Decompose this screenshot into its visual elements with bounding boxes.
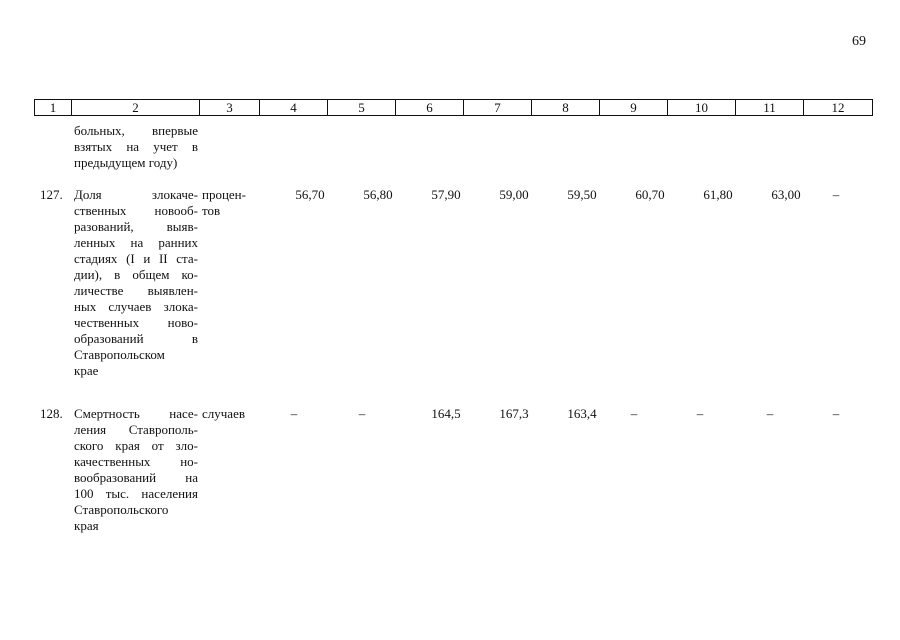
text-line: 100 тыс. населения [74, 486, 198, 501]
column-header: 10 [668, 100, 736, 116]
column-header: 6 [396, 100, 464, 116]
text-line: края [74, 518, 99, 533]
row-number: 128. [40, 406, 63, 421]
column-header: 5 [328, 100, 396, 116]
value-cell: – [832, 187, 840, 202]
value-cell: – [290, 406, 298, 421]
column-header: 1 [35, 100, 72, 116]
column-header: 9 [600, 100, 668, 116]
text-line: больных, впервые [74, 123, 198, 138]
value-cell: 56,70 [295, 187, 325, 202]
text-line: ленных на ранних [74, 235, 198, 250]
text-line: ных случаев злока- [74, 299, 198, 314]
text-line: процен- [202, 187, 246, 202]
value-cell: 60,70 [635, 187, 665, 202]
text-line: Ставропольского [74, 502, 169, 517]
value-cell: 56,80 [363, 187, 393, 202]
text-line: Смертность насе- [74, 406, 198, 421]
continuation-name [74, 123, 198, 171]
text-line: крае [74, 363, 99, 378]
text-line: ления Ставрополь- [74, 422, 198, 437]
text-line: тов [202, 203, 221, 218]
value-cell: – [696, 406, 704, 421]
text-line: образований в [74, 331, 198, 346]
column-header-row [34, 99, 873, 116]
value-cell: 59,50 [567, 187, 597, 202]
text-line: стадиях (I и II ста- [74, 251, 198, 266]
value-cell: 63,00 [771, 187, 801, 202]
page-number: 69 [852, 34, 866, 49]
indicator-name [74, 187, 198, 379]
value-cell: – [358, 406, 366, 421]
text-line: ского края от зло- [74, 438, 198, 453]
column-header: 2 [72, 100, 200, 116]
text-line: Доля злокаче- [74, 187, 198, 202]
column-header: 11 [736, 100, 804, 116]
value-cell: 61,80 [703, 187, 733, 202]
indicator-name [74, 406, 198, 534]
row-number: 127. [40, 187, 63, 202]
column-header: 4 [260, 100, 328, 116]
column-header: 8 [532, 100, 600, 116]
text-line: взятых на учет в [74, 139, 198, 154]
text-line: вообразований на [74, 470, 198, 485]
text-line: разований, выяв- [74, 219, 198, 234]
value-cell: – [766, 406, 774, 421]
text-line: Ставропольском [74, 347, 165, 362]
unit-cell [202, 406, 258, 422]
value-cell: 57,90 [431, 187, 461, 202]
column-header: 7 [464, 100, 532, 116]
value-cell: 164,5 [431, 406, 461, 421]
value-cell: – [630, 406, 638, 421]
text-line: личестве выявлен- [74, 283, 198, 298]
value-cell: 163,4 [567, 406, 597, 421]
value-cell: 167,3 [499, 406, 529, 421]
value-cell: 59,00 [499, 187, 529, 202]
value-cell: – [832, 406, 840, 421]
text-line: дии), в общем ко- [74, 267, 198, 282]
column-header: 12 [804, 100, 873, 116]
text-line: ственных новооб- [74, 203, 198, 218]
text-line: предыдущем году) [74, 155, 178, 170]
column-header: 3 [200, 100, 260, 116]
text-line: случаев [202, 406, 245, 421]
text-line: качественных но- [74, 454, 198, 469]
unit-cell [202, 187, 258, 219]
text-line: чественных ново- [74, 315, 198, 330]
